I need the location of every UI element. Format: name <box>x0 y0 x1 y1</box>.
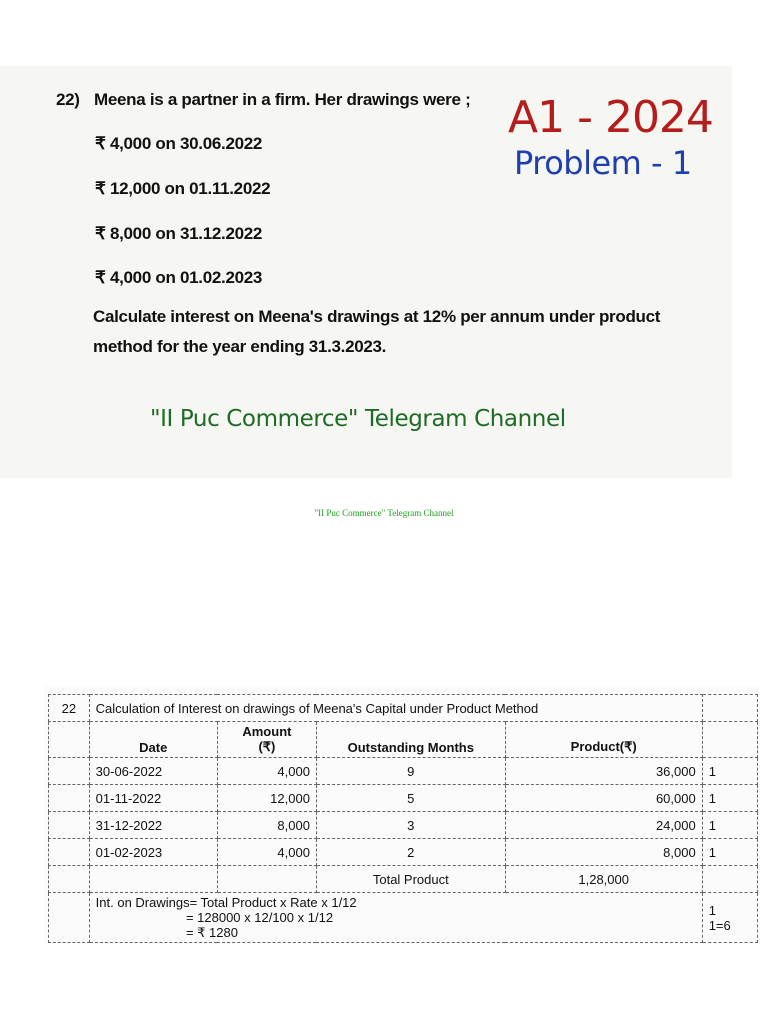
header-row <box>49 722 758 758</box>
formula-line-2: = 128000 x 12/100 x 1/12 <box>95 910 334 925</box>
row-mark: 1 <box>702 839 757 866</box>
formula-line-1: Int. on Drawings= Total Product x Rate x 1/12 <box>95 895 357 910</box>
solution-title: Calculation of Interest on drawings of Meena's Capital under Product Method <box>89 695 702 722</box>
exam-tag: A1 - 2024 <box>508 92 713 143</box>
row-months: 9 <box>316 758 505 785</box>
row-product: 8,000 <box>505 839 702 866</box>
table-row <box>49 812 758 839</box>
row-date: 01-11-2022 <box>89 785 217 812</box>
row-date: 31-12-2022 <box>89 812 217 839</box>
question-text: Meena is a partner in a firm. Her drawings were ; <box>94 90 471 109</box>
table-row <box>49 785 758 812</box>
problem-tag: Problem - 1 <box>514 144 692 182</box>
header-product: Product(₹) <box>505 722 702 758</box>
row-date: 30-06-2022 <box>89 758 217 785</box>
solution-table <box>48 694 758 943</box>
row-mark: 1 <box>702 785 757 812</box>
title-row <box>49 695 758 722</box>
formula-line-3: = ₹ 1280 <box>95 925 238 940</box>
row-date: 01-02-2023 <box>89 839 217 866</box>
row-months: 5 <box>316 785 505 812</box>
instruction-line-1: Calculate interest on Meena's drawings at 12% per annum under product <box>93 307 661 326</box>
header-date: Date <box>89 722 217 758</box>
final-mark-total: 1=6 <box>708 917 731 933</box>
row-product: 60,000 <box>505 785 702 812</box>
row-amount: 8,000 <box>217 812 316 839</box>
row-amount: 4,000 <box>217 839 316 866</box>
total-label: Total Product <box>316 866 505 893</box>
row-mark: 1 <box>702 812 757 839</box>
drawing-1: ₹ 4,000 on 30.06.2022 <box>95 134 263 153</box>
row-amount: 12,000 <box>217 785 316 812</box>
channel-watermark-small: "II Puc Commerce" Telegram Channel <box>314 508 454 518</box>
instruction-line-2: method for the year ending 31.3.2023. <box>93 337 387 356</box>
row-product: 36,000 <box>505 758 702 785</box>
row-mark: 1 <box>702 758 757 785</box>
row-product: 24,000 <box>505 812 702 839</box>
drawing-3: ₹ 8,000 on 31.12.2022 <box>95 224 263 243</box>
final-marks <box>702 893 757 943</box>
solution-number: 22 <box>49 695 90 722</box>
table-row <box>49 758 758 785</box>
row-months: 2 <box>316 839 505 866</box>
total-value: 1,28,000 <box>505 866 702 893</box>
header-months: Outstanding Months <box>316 722 505 758</box>
question-number: 22) <box>56 90 80 109</box>
header-amount <box>217 722 316 758</box>
header-amount-line2: (₹) <box>258 739 276 754</box>
formula-row <box>49 893 758 943</box>
final-mark-1: 1 <box>708 902 716 918</box>
row-amount: 4,000 <box>217 758 316 785</box>
channel-watermark-large: "II Puc Commerce" Telegram Channel <box>150 406 566 432</box>
header-amount-line1: Amount <box>242 724 292 739</box>
total-row <box>49 866 758 893</box>
drawing-4: ₹ 4,000 on 01.02.2023 <box>95 268 263 287</box>
row-months: 3 <box>316 812 505 839</box>
drawing-2: ₹ 12,000 on 01.11.2022 <box>95 179 271 198</box>
interest-formula <box>89 893 702 943</box>
table-row <box>49 839 758 866</box>
